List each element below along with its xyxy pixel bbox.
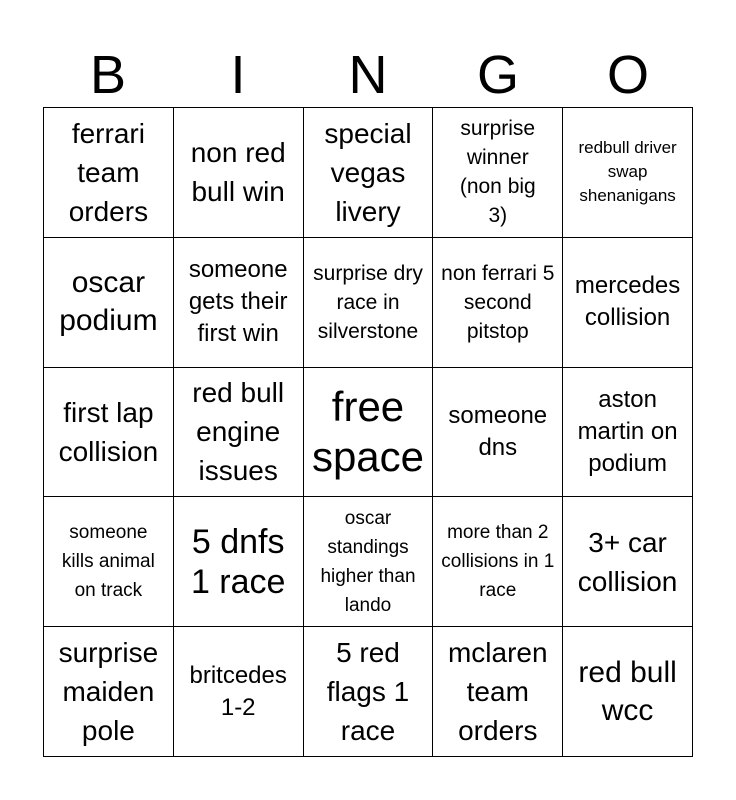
cell-text: non red bull win bbox=[190, 137, 286, 208]
bingo-cell[interactable] bbox=[433, 497, 563, 627]
bingo-cell[interactable] bbox=[563, 497, 693, 627]
bingo-header bbox=[43, 42, 693, 108]
bingo-cell[interactable] bbox=[44, 108, 174, 238]
free-space-cell[interactable] bbox=[304, 368, 434, 498]
cell-text: aston martin on podium bbox=[577, 385, 678, 477]
bingo-cell[interactable] bbox=[563, 368, 693, 498]
header-letter-n: N bbox=[348, 45, 388, 105]
cell-text: someone dns bbox=[448, 401, 548, 461]
cell-text: oscar podium bbox=[59, 266, 158, 338]
cell-text: ferrari team orders bbox=[68, 117, 149, 227]
cell-text: someone gets their first win bbox=[188, 256, 288, 348]
bingo-cell[interactable] bbox=[304, 238, 434, 368]
bingo-cell[interactable] bbox=[304, 627, 434, 757]
cell-text: 5 dnfs 1 race bbox=[190, 522, 286, 601]
cell-text: britcedes 1-2 bbox=[189, 661, 287, 721]
bingo-cell[interactable] bbox=[433, 108, 563, 238]
cell-text: special vegas livery bbox=[324, 117, 412, 227]
cell-text: 5 red flags 1 race bbox=[326, 637, 410, 747]
bingo-board bbox=[43, 107, 693, 757]
cell-text: mercedes collision bbox=[574, 272, 681, 332]
bingo-cell[interactable] bbox=[44, 368, 174, 498]
cell-text: surprise dry race in silverstone bbox=[313, 261, 423, 343]
cell-text: oscar standings higher than lando bbox=[320, 507, 416, 616]
header-letter-g: G bbox=[476, 45, 519, 105]
bingo-cell[interactable] bbox=[44, 238, 174, 368]
cell-text: red bull wcc bbox=[578, 655, 677, 727]
bingo-cell[interactable] bbox=[44, 497, 174, 627]
bingo-cell[interactable] bbox=[174, 627, 304, 757]
cell-text: someone kills animal on track bbox=[61, 522, 155, 602]
header-letter-i: I bbox=[230, 45, 246, 105]
cell-text: surprise maiden pole bbox=[58, 637, 159, 747]
bingo-cell[interactable] bbox=[563, 238, 693, 368]
bingo-cell[interactable] bbox=[433, 238, 563, 368]
bingo-cell[interactable] bbox=[304, 108, 434, 238]
bingo-cell[interactable] bbox=[174, 108, 304, 238]
bingo-cell[interactable] bbox=[563, 627, 693, 757]
bingo-cell[interactable] bbox=[44, 627, 174, 757]
bingo-cell[interactable] bbox=[174, 368, 304, 498]
cell-text: non ferrari 5 second pitstop bbox=[441, 261, 555, 343]
cell-text: 3+ car collision bbox=[577, 526, 678, 597]
cell-text: redbull driver swap shenanigans bbox=[578, 138, 677, 206]
cell-text: mclaren team orders bbox=[447, 637, 548, 747]
bingo-cell[interactable] bbox=[304, 497, 434, 627]
bingo-cell[interactable] bbox=[433, 368, 563, 498]
bingo-cell[interactable] bbox=[563, 108, 693, 238]
bingo-cell[interactable] bbox=[174, 238, 304, 368]
header-letter-o: O bbox=[606, 45, 649, 105]
cell-text: more than 2 collisions in 1 race bbox=[441, 522, 555, 602]
header-letter-b: B bbox=[89, 45, 127, 105]
cell-text: red bull engine issues bbox=[192, 377, 285, 487]
free-space-text: free space bbox=[311, 382, 425, 480]
cell-text: surprise winner (non big 3) bbox=[459, 117, 536, 228]
bingo-cell[interactable] bbox=[174, 497, 304, 627]
cell-text: first lap collision bbox=[58, 396, 159, 467]
bingo-cell[interactable] bbox=[433, 627, 563, 757]
